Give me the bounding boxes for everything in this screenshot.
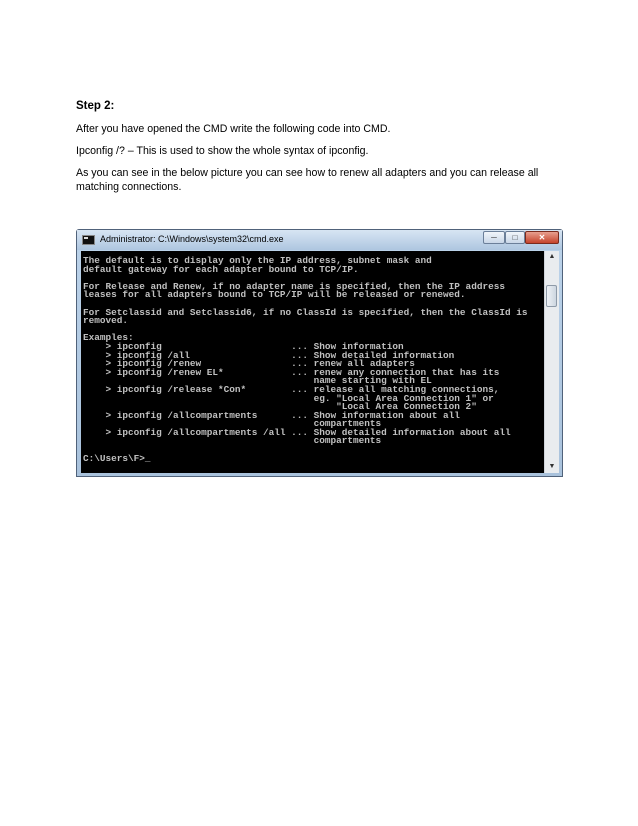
console-text: The default is to display only the IP address, subnet mask and default gateway for each adapter bound to TCP/IP. For Release and Renew, if no adapter name is specified, then the IP address leases for all adapters bound to TCP/IP will be released or renewed. For Setclassid and Setclassid6, if no ClassId is specified, then the ClassId is removed. Examples: > ipconfig ... Show information > ipconfig /all ... Show detailed information > ipconfig /renew ... renew all adapters > ipconfig /renew EL* ... renew any connection that has its name starting with EL > ipconfig /release *Con* ... release all matching connections, eg. "Local Area Connection 1" or "Local Area Connection 2" > ipconfig /allcompartments ... Show information about all compartments > ipconfig /allcompartments /all ... Show detailed information about all compartments C:\Users\F>_ xyxy=(83,255,528,464)
vertical-scrollbar[interactable] xyxy=(544,251,559,473)
cmd-window-title: Administrator: C:\Windows\system32\cmd.exe xyxy=(100,234,284,244)
maximize-button[interactable]: □ xyxy=(505,231,525,244)
close-button[interactable]: ✕ xyxy=(525,231,559,244)
paragraph-renew-release-line1: As you can see in the below picture you can see how to renew all adapters and you can release all xyxy=(76,167,539,179)
console-output-area[interactable] xyxy=(81,251,544,473)
minimize-button[interactable]: ─ xyxy=(483,231,505,244)
paragraph-ipconfig-syntax: Ipconfig /? – This is used to show the whole syntax of ipconfig. xyxy=(76,145,369,157)
step-heading: Step 2: xyxy=(76,100,115,112)
cmd-console-icon xyxy=(82,235,95,245)
scroll-up-arrow-icon[interactable]: ▲ xyxy=(548,253,556,260)
scroll-down-arrow-icon[interactable]: ▼ xyxy=(548,463,556,470)
scroll-thumb[interactable] xyxy=(546,285,557,307)
paragraph-open-cmd: After you have opened the CMD write the following code into CMD. xyxy=(76,123,391,135)
cmd-title-bar[interactable] xyxy=(77,230,562,250)
paragraph-renew-release-line2: matching connections. xyxy=(76,181,182,193)
cmd-window-screenshot xyxy=(76,229,563,477)
